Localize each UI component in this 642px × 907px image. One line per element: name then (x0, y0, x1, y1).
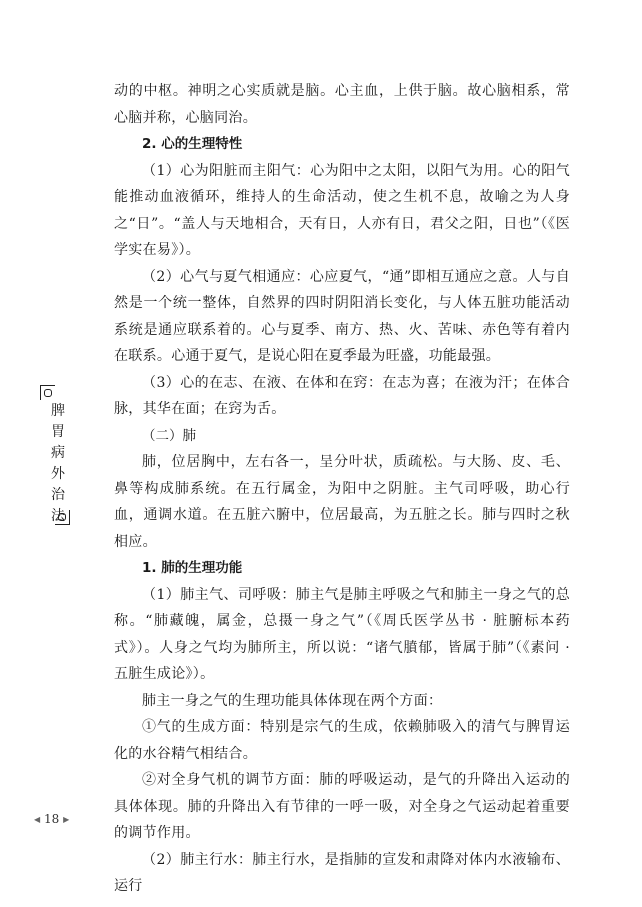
paragraph: 动的中枢。神明之心实质就是脑。心主血，上供于脑。故心脑相系，常心脑并称，心脑同治。 (114, 83, 570, 126)
frame-curl-bottom (58, 513, 66, 521)
triangle-left-icon: ◀ (34, 815, 41, 824)
book-title-char: 病 (51, 445, 65, 461)
triangle-right-icon: ▶ (63, 815, 70, 824)
paragraph: （1）心为阳脏而主阳气：心为阳中之太阳，以阳气为用。心的阳气能推动血液循环，维持人的生命活动，使之生机不息，故喻之为人身之“日”。“盖人与天地相合，天有日，人亦有日，君父之阳，日也”（《医学实在易》）。 (114, 162, 570, 258)
paragraph: （1）肺主气、司呼吸：肺主气是肺主呼吸之气和肺主一身之气的总称。“肺藏魄，属金，总摄一身之气”（《周氏医学丛书 · 脏腑标本药式》）。人身之气均为肺所主，所以说：“诸气膹郁，皆属于肺”（《素问 · 五脏生成论》）。 (114, 586, 570, 682)
paragraph: （2）心气与夏气相通应：心应夏气，“通”即相互通应之意。人与自然是一个统一整体，自然界的四时阴阳消长变化，与人体五脏功能活动系统是通应联系着的。心与夏季、南方、热、火、苦味、赤色等有着内在联系。心通于夏气，是说心阳在夏季最为旺盛，功能最强。 (114, 268, 570, 364)
frame-curl-top (44, 389, 52, 397)
book-title-vertical (49, 401, 67, 527)
paragraph: （3）心的在志、在液、在体和在窍：在志为喜；在液为汗；在体合脉，其华在面；在窍为舌。 (114, 374, 570, 417)
page-number-value: 18 (43, 812, 60, 826)
paragraph: 肺主一身之气的生理功能具体体现在两个方面： (142, 692, 443, 709)
book-title-char: 外 (51, 466, 65, 482)
paragraph: （2）肺主行水：肺主行水，是指肺的宣发和肃降对体内水液输布、运行 (114, 851, 570, 894)
book-title-sidebar (40, 385, 74, 525)
page-number (34, 812, 69, 826)
book-title-char: 脾 (51, 403, 65, 419)
book-title-char: 法 (51, 508, 65, 524)
paragraph: 肺，位居胸中，左右各一，呈分叶状，质疏松。与大肠、皮、毛、鼻等构成肺系统。在五行属金，为阳中之阴脏。主气司呼吸，助心行血，通调水道。在五脏六腑中，位居最高，为五脏之长。肺与四时之秋相应。 (114, 454, 570, 550)
paragraph: ②对全身气机的调节方面：肺的呼吸运动，是气的升降出入运动的具体体现。肺的升降出入有节律的一呼一吸，对全身之气运动起着重要的调节作用。 (114, 772, 570, 841)
paragraph: ①气的生成方面：特别是宗气的生成，依赖肺吸入的清气与脾胃运化的水谷精气相结合。 (114, 719, 570, 762)
book-title-char: 胃 (51, 424, 65, 440)
book-title-char: 治 (51, 487, 65, 503)
section-heading: 1. 肺的生理功能 (142, 560, 243, 576)
page-body (114, 78, 570, 900)
section-heading: 2. 心的生理特性 (142, 136, 243, 152)
section-heading: （二）肺 (142, 427, 196, 444)
